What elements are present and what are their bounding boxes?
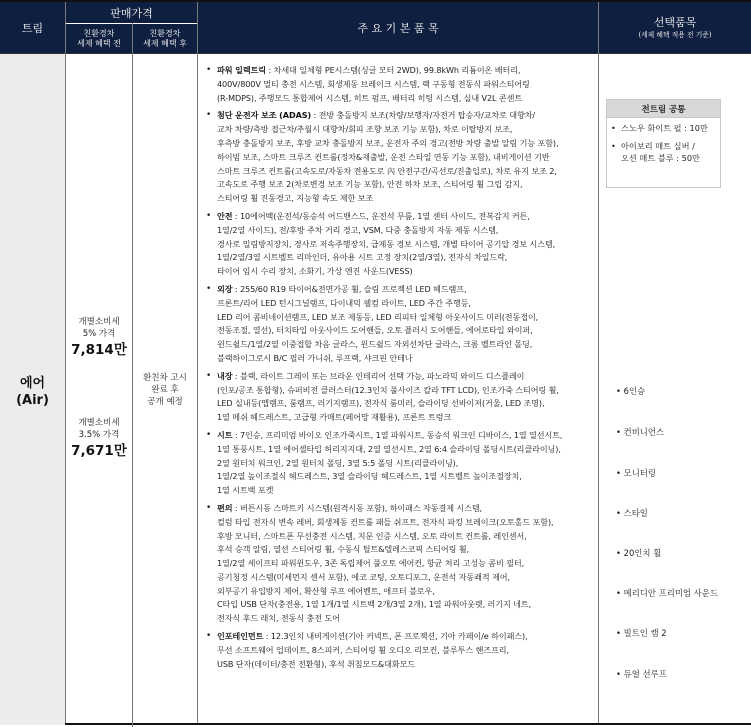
spec-item-line: 1열/2열 높이조절식 헤드레스트, 3열 슬라이딩 헤드레스트, 1열 시트벨트 높이조절장치, [217,471,522,482]
spec-item-line: 프론트/리어 LED 턴시그널램프, 다이내믹 웰컴 라이트, LED 주간 주행등, [217,297,471,308]
common-option-line: 오션 매트 블루 : 50만 [621,153,700,163]
spec-item-line: 교차 차량/측방 접근차/추월시 대향차/회피 조향 보조 기능 포함), 차로 이탈방지 보조, [217,124,513,135]
spec-item-line: 1열/2열 사이드), 전/후방 주차 거리 경고, VSM, 다중 충돌방지 자동 제동 시스템, [217,224,499,235]
spec-item [205,429,595,498]
spec-item-line: 스마트 크루즈 컨트롤(고속도로/자동차 전용도로 內 안전구간/곡선로/진출입로), 차로 유지 보조 2, [217,165,557,176]
common-options-box [606,99,721,188]
spec-item-line: 후석 승객 알림, 열선 스티어링 휠, 수동식 틸트&텔레스코픽 스티어링 휠, [217,544,470,555]
spec-item-line: 전자식 후드 래치, 전동식 충전 도어 [217,613,340,624]
option-20-inch-wheel: • 20인치 휠 [616,548,662,558]
option-label: 컨비니언스 [623,427,665,437]
price-label: 개별소비세 [78,418,120,428]
spec-item-line: 2열 원터치 워크인, 2열 원터치 폴딩, 3열 5:5 폴딩 시트(리클라이닝), [217,457,459,468]
main-items-list [205,64,595,675]
spec-item-title: 인포테인먼트 [217,631,264,642]
spec-item-line: 1열/2열 세이프티 파워윈도우, 3존 독립제어 풀오토 에어컨, 항균 처리 고성능 콤비 필터, [217,558,525,569]
bullet-icon: • [206,429,212,440]
spec-item-line: 후방 모니터, 스마트폰 무선충전 시스템, 지문 인증 시스템, 오토 라이트 컨트롤, 레인센서, [217,530,527,541]
spec-item-title: 편의 [217,502,233,513]
common-option-line: 스노우 화이트 펄 : 10만 [621,123,708,133]
spec-item-first-line: 내장 : 블랙, 라이트 그레이 또는 브라운 인테리어 선택 가능, 파노라믹 와이드 디스플레이 [217,370,525,381]
common-options-title: 전트림 공통 [607,100,720,118]
spec-item-line: (인포/공조 통합형), 슈퍼비전 클러스터(12.3인치 풀사이즈 칼라 TFT LCD), 인조가죽 스티어링 휠, [217,384,559,395]
common-option-item [611,122,716,134]
header-options-sub: (세제 혜택 적용 전 기준) [638,31,712,39]
price-after-note-line3: 공개 예정 [147,396,183,407]
spec-item-first-line: 안전 : 10에어백(운전석/동승석 어드밴스드, 운전석 무릎, 1열 센터 사이드, 전복감지 커튼, [217,210,530,221]
spec-item-title: 파워 일렉트릭 [217,65,267,75]
header-price-after-line2: 세제 혜택 후 [143,38,187,48]
spec-item-line: (R-MDPS), 주행모드 통합제어 시스템, 히트 펌프, 배터리 히팅 시스템, 실내 V2L 콘센트 [217,92,523,103]
price-before-column [66,54,132,725]
spec-item-title: 내장 [217,370,233,381]
spec-item-line: 블랙하이그로시 B/C 필러 가니쉬, 루프랙, 샤크핀 안테나 [217,352,413,363]
spec-item-line: 외부공기 유입방지 제어, 확산형 루프 에어벤트, 애프터 블로우, [217,585,435,596]
price-rate: 5% 가격 [82,329,116,339]
option-label: 스타일 [623,508,648,518]
option-label: 듀얼 선루프 [623,669,667,679]
spec-item-line: LED 리어 콤비네이션램프, LED 보조 제동등, LED 리피터 일체형 아웃사이드 미러(전동접이, [217,311,539,322]
option-label: 6인승 [623,386,646,396]
option-6-seater: • 6인승 [616,386,646,396]
spec-item-title: 외장 [217,283,233,294]
spec-item-line: 윈드쉴드/1열/2열 이중접합 차음 글라스, 윈드쉴드 자외선차단 글라스, 크롬 벨트라인 몰딩, [217,339,533,350]
header-price-before [66,24,132,53]
header-price-group [66,2,197,23]
option-monitoring: • 모니터링 [616,468,656,478]
header-trim-label: 트림 [21,21,44,35]
spec-item-line: 후측방 충돌방지 보조, 후방 교차 충돌방지 보조, 운전자 주의 경고(전방 차량 출발 알림 기능 포함), [217,137,559,148]
price-label: 개별소비세 [78,317,120,327]
price-value: 7,671만 [71,443,127,459]
spec-item-title: 안전 [217,210,233,221]
spec-item-first-line: 첨단 운전자 보조 (ADAS) : 전방 충돌방지 보조(차량/보행자/자전거 탑승자/교차로 대향차/ [217,110,536,121]
trim-name-en: (Air) [16,392,49,408]
spec-item [205,283,595,366]
bullet-icon: • [206,283,212,294]
common-option-line: 아이보리 매트 실버 / [621,141,695,151]
option-label: 메리디안 프리미엄 사운드 [623,588,718,598]
spec-item-first-line: 외장 : 255/60 R19 타이어&전면가공 휠, 슬림 프로젝션 LED 헤드램프, [217,283,467,294]
option-dual-sunroof: • 듀얼 선루프 [616,669,667,679]
trim-name [0,54,65,725]
spec-item-line: 고속도로 주행 보조 2(차로변경 보조 기능 포함), 안전 하차 보조, 스티어링 휠 그립 감지, [217,179,523,190]
bullet-icon: • [611,141,616,151]
spec-item [205,630,595,671]
header-price-after-line1: 친환경차 [149,28,181,38]
price-after-note-line1: 환친차 고시 [143,372,187,383]
spec-item-line: 1열 시트백 포켓 [217,485,274,496]
bullet-icon: • [206,110,212,121]
header-trim [0,2,65,53]
header-options [599,2,751,53]
header-price-after [133,24,197,53]
spec-item-line: 공기청정 시스템(미세먼지 센서 포함), 에코 코팅, 오토디포그, 운전석 자동쾌적 제어, [217,571,510,582]
option-label: 빌트인 캠 2 [623,628,667,638]
spec-item-line: 하이빔 보조, 스마트 크루즈 컨트롤(정차&재출발, 운전 스타일 연동 기능 포함), 내비게이션 기반 [217,151,550,162]
price-after-column [133,54,197,725]
spec-item-line: C타입 USB 단자(충전용, 1열 1개/1열 시트백 2개/3열 2개), 1열 파워아웃렛, 러기지 네트, [217,599,532,610]
spec-item-line: LED 실내등(맵램프, 룸램프, 러기지램프), 전자식 룸미러, 슬라이딩 선바이저(거울, LED 조명), [217,398,545,409]
spec-item-line: USB 단자(데이터/충전 전환형), 후석 취침모드&대화모드 [217,658,416,669]
spec-item [205,502,595,626]
spec-item-line: 400V/800V 멀티 충전 시스템, 회생제동 브레이크 시스템, 랙 구동형 전동식 파워스티어링 [217,78,530,89]
bullet-icon: • [206,65,212,75]
bullet-icon: • [206,370,212,381]
spec-item [205,64,595,105]
header-main-items [198,2,598,53]
spec-item-line: 타이어 임시 수리 장치, 소화기, 가상 엔진 사운드(VESS) [217,266,413,277]
spec-item-line: 1열 통풍시트, 1열 에어셀타입 허리지지대, 2열 열선시트, 2열 6:4 슬라이딩 폴딩시트(리클라이닝), [217,443,561,454]
spec-item-line: 경사로 밀림방지장치, 경사로 저속주행장치, 급제동 경보 시스템, 개별 타이어 공기압 경보 시스템, [217,238,556,249]
header-price-before-line2: 세제 혜택 전 [77,38,121,48]
price-after-note-line2: 완료 후 [151,384,179,395]
column-divider [598,2,599,723]
header-price-label: 판매가격 [110,6,153,20]
option-builtin-cam: • 빌트인 캠 2 [616,628,667,638]
spec-item-title: 시트 [217,429,233,440]
spec-item-line: 스티어링 휠 진동경고, 지능형 속도 제한 보조 [217,193,374,204]
price-tax-3-5 [66,417,132,461]
bullet-icon: • [611,123,616,133]
bullet-icon: • [206,631,212,642]
spec-item-first-line: 편의 : 버튼시동 스마트키 시스템(원격시동 포함), 하이패스 자동결제 시스템, [217,502,483,513]
option-convenience: • 컨비니언스 [616,427,665,437]
spec-item [205,109,595,206]
spec-item-first-line: 시트 : 7인승, 프리미엄 바이오 인조가죽시트, 1열 파워시트, 동승석 워크인 디바이스, 1열 열선시트, [217,429,563,440]
spec-item-line: 컬럼 타입 전자식 변속 레버, 회생제동 컨트롤 패들 쉬프트, 전자식 파킹 브레이크(오토홀드 포함), [217,516,554,527]
bullet-icon: • [206,502,212,513]
spec-item-title: 첨단 운전자 보조 (ADAS) [217,110,312,121]
spec-item-line: 1열 메쉬 헤드레스트, 고급형 카매트(페어망 재활용), 프론트 트렁크 [217,412,452,423]
spec-item [205,210,595,279]
common-option-item [611,140,716,164]
header-main-items-label: 주 요 기 본 품 목 [357,21,439,35]
option-label: 20인치 휠 [623,548,662,558]
price-tax-5 [66,316,132,360]
price-rate: 3.5% 가격 [78,430,120,440]
bullet-icon: • [206,210,212,221]
spec-item-line: 1열/2열/3열 시트벨트 리마인더, 유아용 시트 고정 장치(2열/3열), 전자식 차일드락, [217,252,508,263]
spec-item-first-line: 인포테인먼트 : 12.3인치 내비게이션(기아 커넥트, 폰 프로젝션, 기아 카페이/e 하이패스), [217,631,528,642]
header-price-before-line1: 친환경차 [83,28,115,38]
header-options-title: 선택품목 [653,16,697,29]
option-style: • 스타일 [616,508,648,518]
spec-item [205,370,595,425]
option-meridian-sound: • 메리디안 프리미엄 사운드 [616,588,718,598]
trim-name-ko: 에어 [19,375,46,391]
option-label: 모니터링 [623,468,656,478]
price-value: 7,814만 [71,342,127,358]
spec-item-first-line: 파워 일렉트릭 : 차세대 일체형 PE시스템(싱글 모터 2WD), 99.8kWh 리튬이온 배터리, [217,65,521,75]
spec-item-line: 전동조절, 열선), 터치타입 아웃사이드 도어핸들, 오토 플러시 도어핸들, 에어로타입 와이퍼, [217,325,533,336]
spec-item-line: 무선 소프트웨어 업데이트, 8스피커, 스티어링 휠 오디오 리모컨, 블루투스 핸즈프리, [217,644,509,655]
column-divider [197,2,198,723]
